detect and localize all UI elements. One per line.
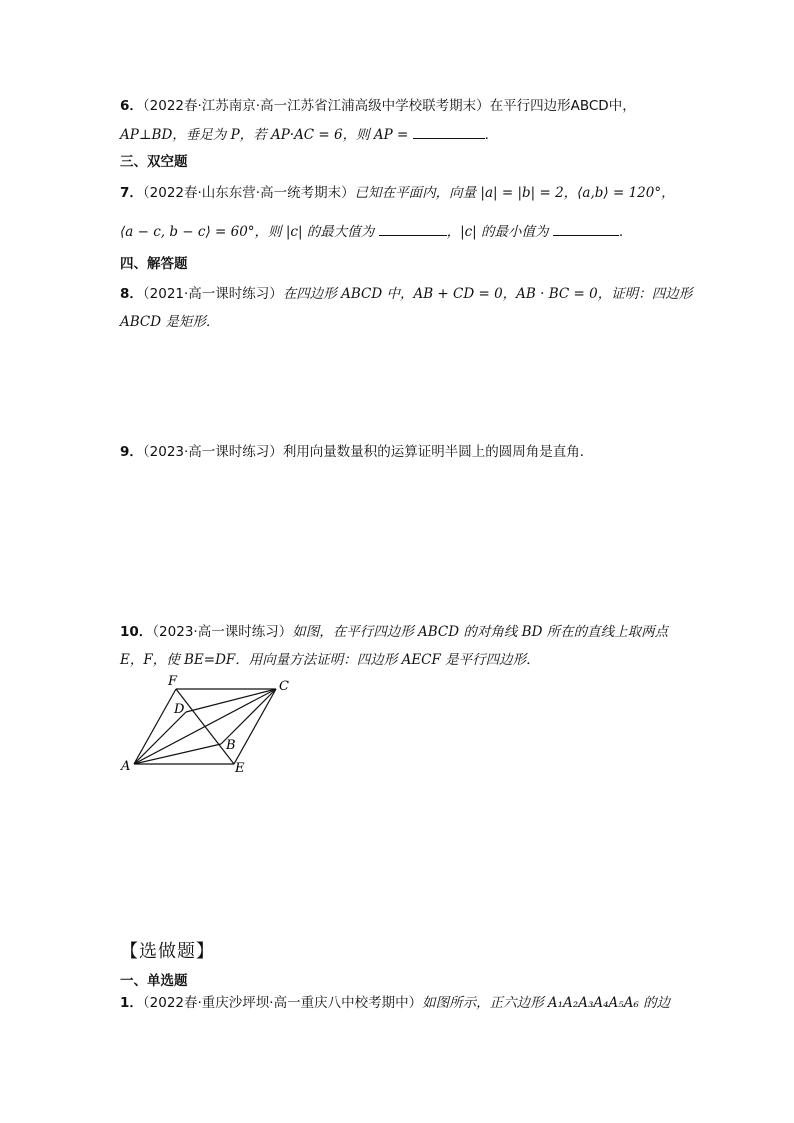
q7-number: 7． bbox=[120, 185, 143, 201]
q6-answer-blank[interactable] bbox=[413, 124, 485, 139]
q10-stem-line2: E，F，使 BE=DF．用向量方法证明：四边形 AECF 是平行四边形． bbox=[120, 652, 540, 668]
q8-line2 bbox=[120, 312, 219, 332]
q6-line1 bbox=[120, 96, 636, 116]
q10-source: （2023·高一课时练习） bbox=[152, 624, 293, 640]
q6-condition: AP⊥BD，垂足为 P，若 AP·AC = 6，则 AP = bbox=[120, 127, 409, 143]
q10-parallelogram-figure bbox=[118, 672, 298, 782]
label-B: B bbox=[226, 738, 236, 753]
optional-q1-stem: 如图所示，正六边形 A₁A₂A₃A₄A₅A₆ 的边 bbox=[422, 995, 671, 1011]
q8-conclusion: ABCD 是矩形． bbox=[120, 314, 220, 330]
q10-number: 10． bbox=[120, 624, 153, 640]
section-3-title: 三、双空题 bbox=[120, 154, 188, 170]
q8-line1 bbox=[120, 284, 692, 304]
q10-line1 bbox=[120, 622, 668, 642]
q8-stem: 在四边形 ABCD 中，AB + CD = 0，AB · BC = 0，证明：四边形 bbox=[282, 286, 693, 302]
label-D: D bbox=[174, 702, 185, 717]
section-4-title: 四、解答题 bbox=[120, 256, 188, 272]
q7-end: ． bbox=[618, 224, 633, 240]
label-F: F bbox=[168, 674, 178, 689]
q7-line2 bbox=[120, 221, 632, 242]
q10-stem: 如图，在平行四边形 ABCD 的对角线 BD 所在的直线上取两点 bbox=[292, 624, 669, 640]
q6-number: 6． bbox=[120, 98, 143, 114]
q7-answer-blank-1[interactable] bbox=[379, 221, 447, 236]
edge-BC bbox=[221, 689, 276, 744]
q10-line2 bbox=[120, 650, 540, 670]
edge-AD bbox=[134, 712, 186, 764]
optional-section-title: 【选做题】 bbox=[120, 941, 215, 962]
label-A: A bbox=[121, 759, 131, 774]
q7-mid: ，|c| 的最小值为 bbox=[446, 224, 549, 240]
optional-q1-line1 bbox=[120, 993, 670, 1013]
optional-section-1-title: 一、单选题 bbox=[120, 973, 188, 989]
q7-stem: 已知在平面内，向量 |a| = |b| = 2，⟨a,b⟩ = 120°， bbox=[354, 185, 675, 201]
edge-AB bbox=[134, 744, 221, 764]
q7-source: （2022春·山东东营·高一统考期末） bbox=[142, 185, 355, 201]
q8-number: 8． bbox=[120, 286, 143, 302]
q7-line1 bbox=[120, 183, 675, 203]
q9-number: 9． bbox=[120, 444, 143, 460]
label-C: C bbox=[279, 679, 289, 694]
label-E: E bbox=[235, 761, 245, 776]
q9-stem: 利用向量数量积的运算证明半圆上的圆周角是直角． bbox=[282, 444, 594, 460]
q6-stem: 在平行四边形ABCD中， bbox=[489, 98, 636, 114]
q8-source: （2021·高一课时练习） bbox=[142, 286, 283, 302]
edge-DC bbox=[186, 689, 276, 712]
q7-condition: ⟨a − c, b − c⟩ = 60°，则 |c| 的最大值为 bbox=[120, 224, 375, 240]
optional-q1-number: 1． bbox=[120, 995, 143, 1011]
q9-source: （2023·高一课时练习） bbox=[142, 444, 283, 460]
optional-q1-source: （2022春·重庆沙坪坝·高一重庆八中校考期中） bbox=[142, 995, 423, 1011]
q7-answer-blank-2[interactable] bbox=[553, 221, 619, 236]
q6-end: ． bbox=[484, 127, 499, 143]
q6-line2 bbox=[120, 124, 498, 145]
q9-line1 bbox=[120, 442, 593, 462]
q6-source: （2022春·江苏南京·高一江苏省江浦高级中学校联考期末） bbox=[142, 98, 490, 114]
